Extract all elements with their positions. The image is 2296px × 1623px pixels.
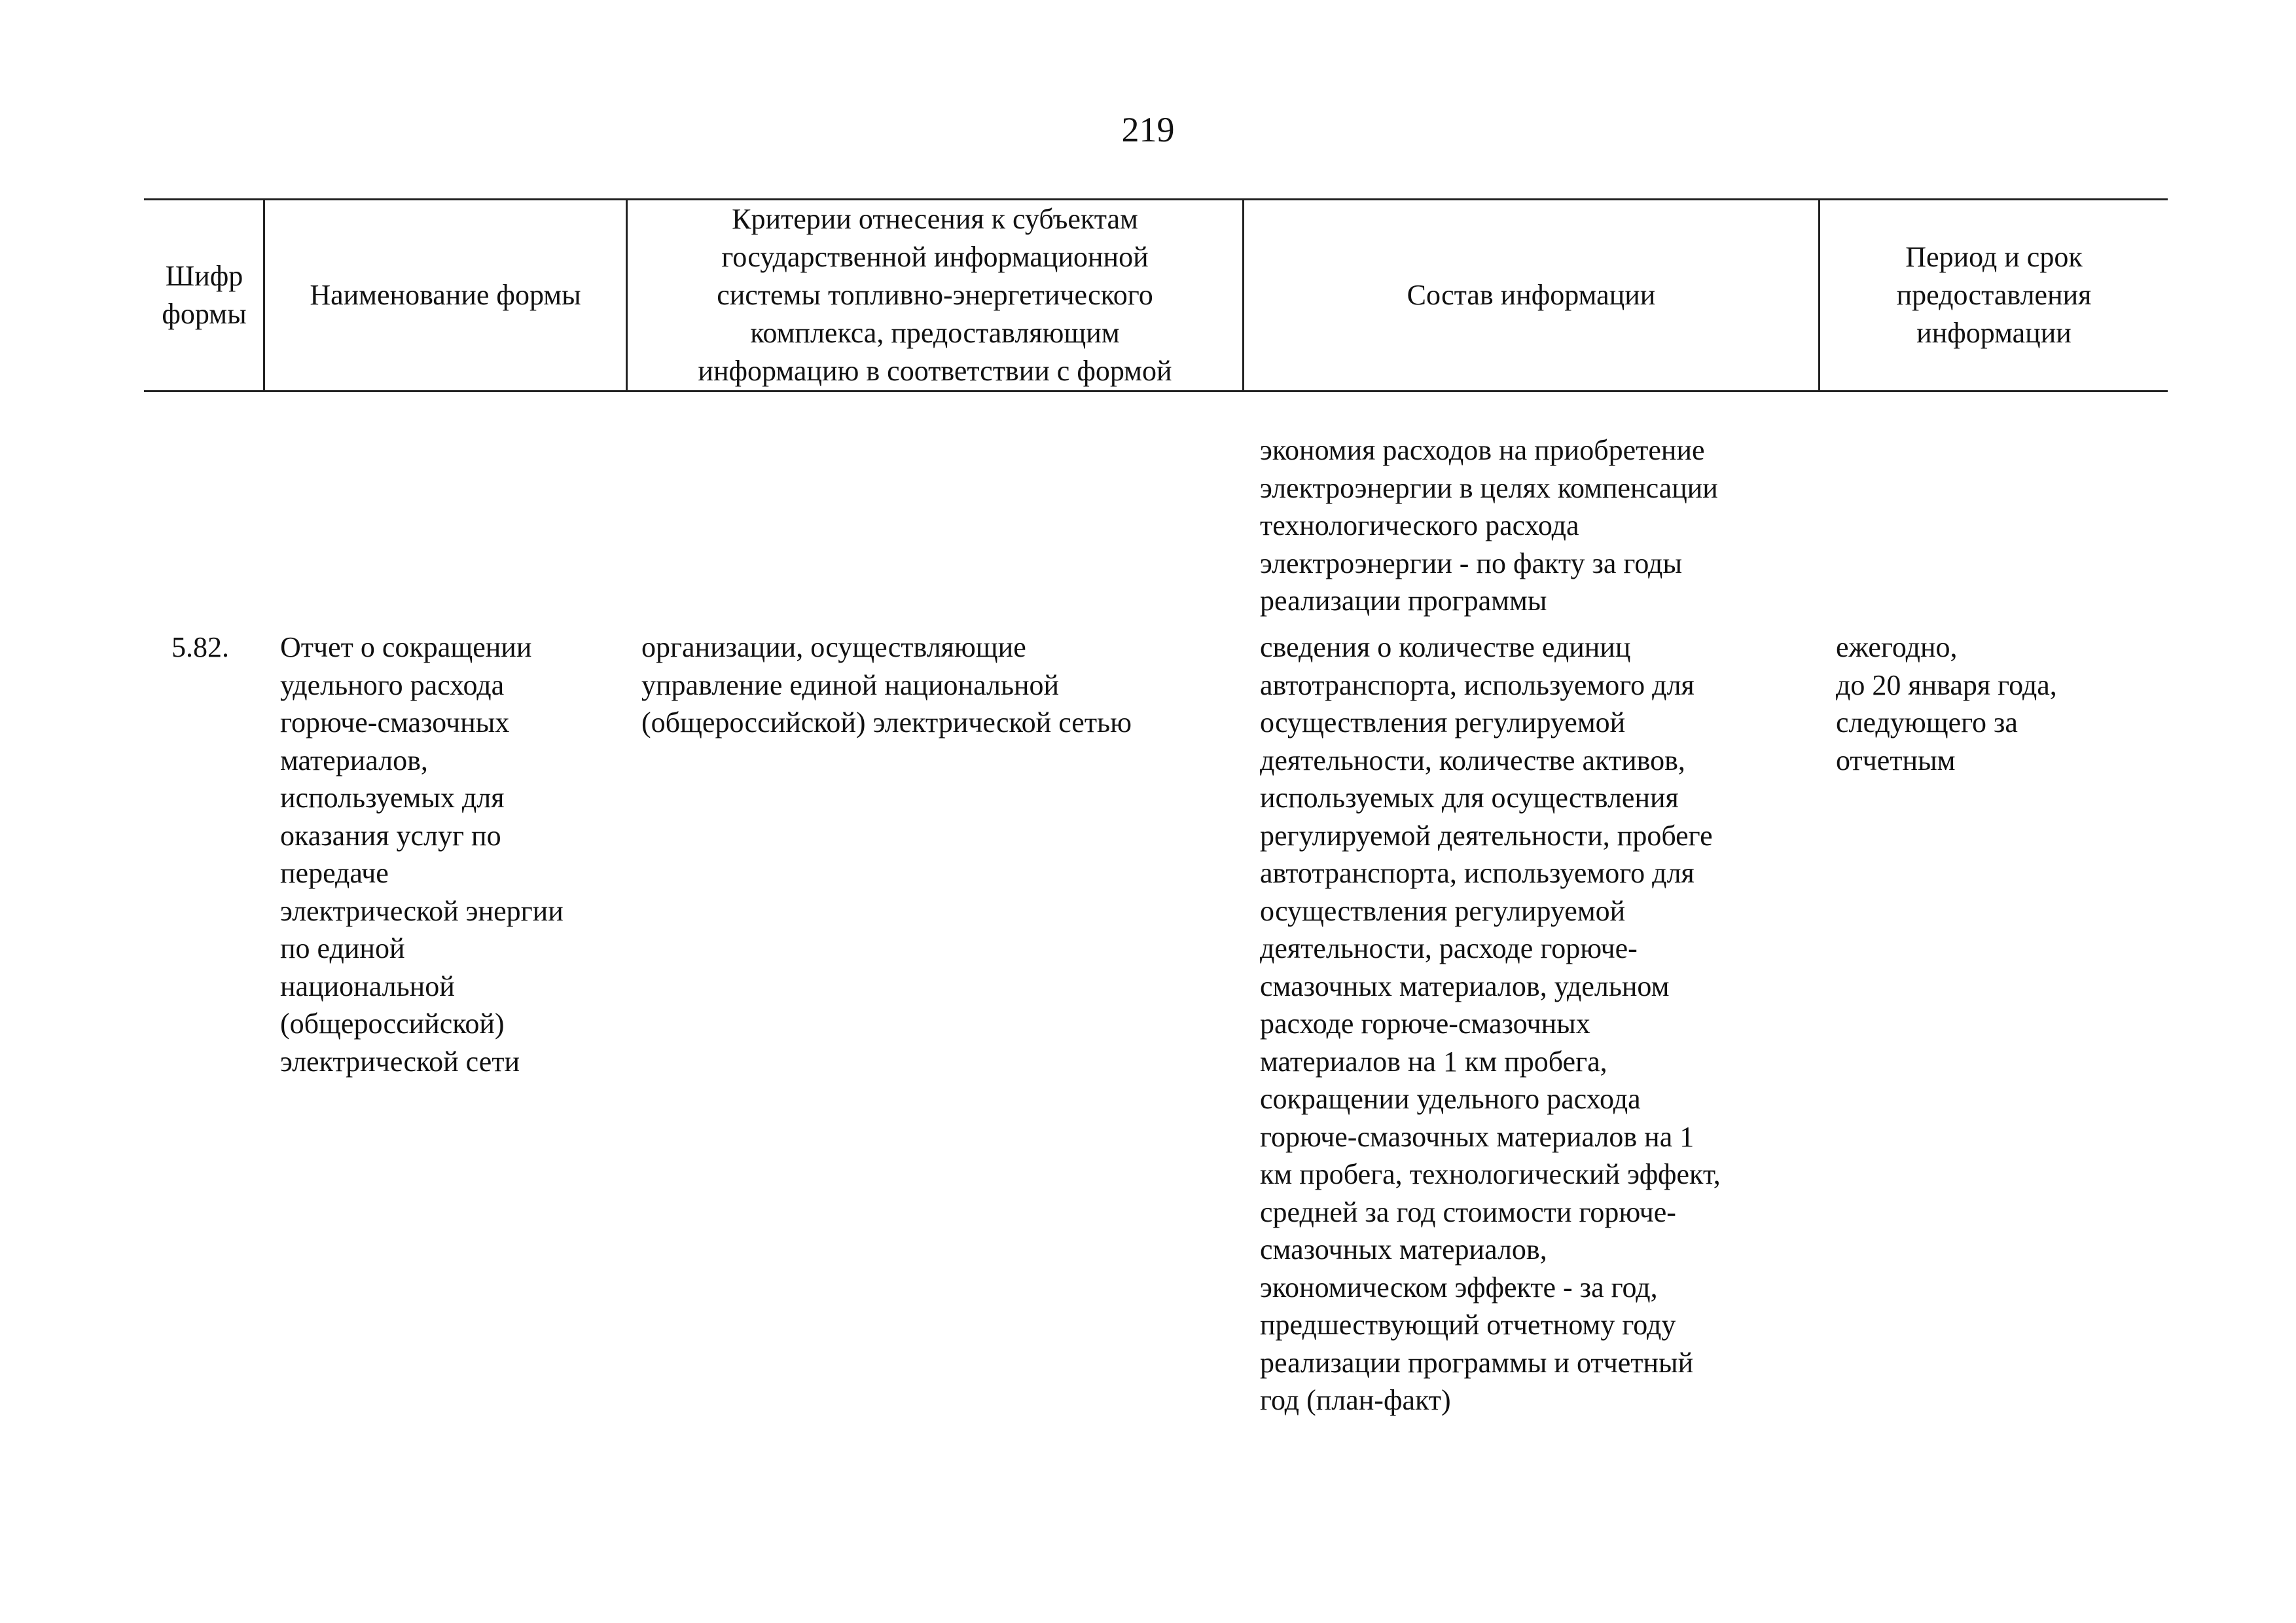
text-line: предшествующий отчетному году	[1260, 1309, 1676, 1341]
text-line: смазочных материалов, удельном	[1260, 970, 1670, 1002]
text-line: год (план-факт)	[1260, 1384, 1451, 1416]
header-info-text	[1407, 276, 1656, 314]
table-header-rule	[144, 390, 2168, 392]
text-line: отчетным	[1836, 744, 1956, 776]
row-form-name	[280, 629, 620, 1080]
text-line: комплекса, предоставляющим	[750, 317, 1120, 349]
text-line: смазочных материалов,	[1260, 1233, 1547, 1266]
text-line: горюче-смазочных материалов на 1	[1260, 1120, 1695, 1153]
text-line: осуществления регулируемой	[1260, 706, 1626, 739]
page-number: 219	[1121, 110, 1175, 149]
text-line: реализации программы	[1260, 585, 1547, 617]
header-period-text	[1897, 238, 2092, 352]
continuation-info	[1260, 431, 1816, 620]
text-line: управление единой национальной	[641, 668, 1060, 701]
text-line: формы	[162, 298, 247, 330]
text-line: экономическом эффекте - за год,	[1260, 1271, 1658, 1304]
text-line: (общероссийской) электрической сетью	[641, 706, 1132, 739]
text-line: Наименование формы	[310, 279, 581, 311]
header-criteria-text	[698, 200, 1172, 390]
text-line: по единой	[280, 932, 405, 964]
row-info	[1260, 629, 1816, 1419]
text-line: деятельности, количестве активов,	[1260, 744, 1685, 776]
text-line: предоставления	[1896, 279, 2092, 311]
text-line: электрической энергии	[280, 894, 564, 927]
text-line: удельного расхода	[280, 668, 505, 701]
text-line: реализации программы и отчетный	[1260, 1346, 1694, 1379]
text-line: автотранспорта, используемого для	[1260, 668, 1695, 701]
header-criteria	[628, 200, 1242, 390]
text-line: расходе горюче-смазочных	[1260, 1008, 1590, 1040]
text-line: национальной	[280, 970, 455, 1002]
text-line: (общероссийской)	[280, 1008, 505, 1040]
text-line: осуществления регулируемой	[1260, 894, 1626, 927]
text-line: технологического расхода	[1260, 509, 1579, 541]
text-line: электрической сети	[280, 1045, 520, 1078]
text-line: автотранспорта, используемого для	[1260, 857, 1695, 889]
text-line: горюче-смазочных	[280, 706, 510, 739]
text-line: Отчет о сокращении	[280, 631, 532, 663]
text-line: используемых для	[280, 782, 505, 814]
text-line: информацию в соответствии с формой	[698, 355, 1172, 387]
row-code: 5.82.	[171, 631, 229, 663]
text-line: Критерии отнесения к субъектам	[732, 203, 1138, 235]
header-form-name-text	[310, 276, 581, 314]
text-line: государственной информационной	[721, 241, 1149, 273]
row-period	[1836, 629, 2163, 779]
text-line: Шифр	[165, 260, 243, 292]
text-line: электроэнергии в целях компенсации	[1260, 471, 1718, 504]
text-line: информации	[1916, 317, 2072, 349]
header-info	[1244, 200, 1818, 390]
text-line: до 20 января года,	[1836, 668, 2057, 701]
header-code-text	[162, 257, 246, 333]
text-line: следующего за	[1836, 706, 2018, 739]
header-code	[145, 200, 263, 390]
text-line: км пробега, технологический эффект,	[1260, 1158, 1721, 1190]
text-line: экономия расходов на приобретение	[1260, 434, 1705, 466]
text-line: материалов на 1 км пробега,	[1260, 1045, 1607, 1078]
text-line: Состав информации	[1407, 279, 1656, 311]
text-line: деятельности, расходе горюче-	[1260, 932, 1638, 964]
text-line: сокращении удельного расхода	[1260, 1083, 1641, 1115]
text-line: электроэнергии - по факту за годы	[1260, 547, 1683, 579]
text-line: системы топливно-энергетического	[717, 279, 1153, 311]
text-line: оказания услуг по	[280, 819, 501, 852]
header-period	[1820, 200, 2168, 390]
header-form-name	[265, 200, 626, 390]
text-line: сведения о количестве единиц	[1260, 631, 1631, 663]
text-line: используемых для осуществления	[1260, 782, 1679, 814]
text-line: ежегодно,	[1836, 631, 1958, 663]
text-line: средней за год стоимости горюче-	[1260, 1195, 1676, 1228]
text-line: материалов,	[280, 744, 428, 776]
text-line: организации, осуществляющие	[641, 631, 1026, 663]
row-criteria	[641, 629, 1230, 742]
text-line: регулируемой деятельности, пробеге	[1260, 819, 1713, 852]
text-line: передаче	[280, 857, 389, 889]
text-line: Период и срок	[1905, 241, 2083, 273]
